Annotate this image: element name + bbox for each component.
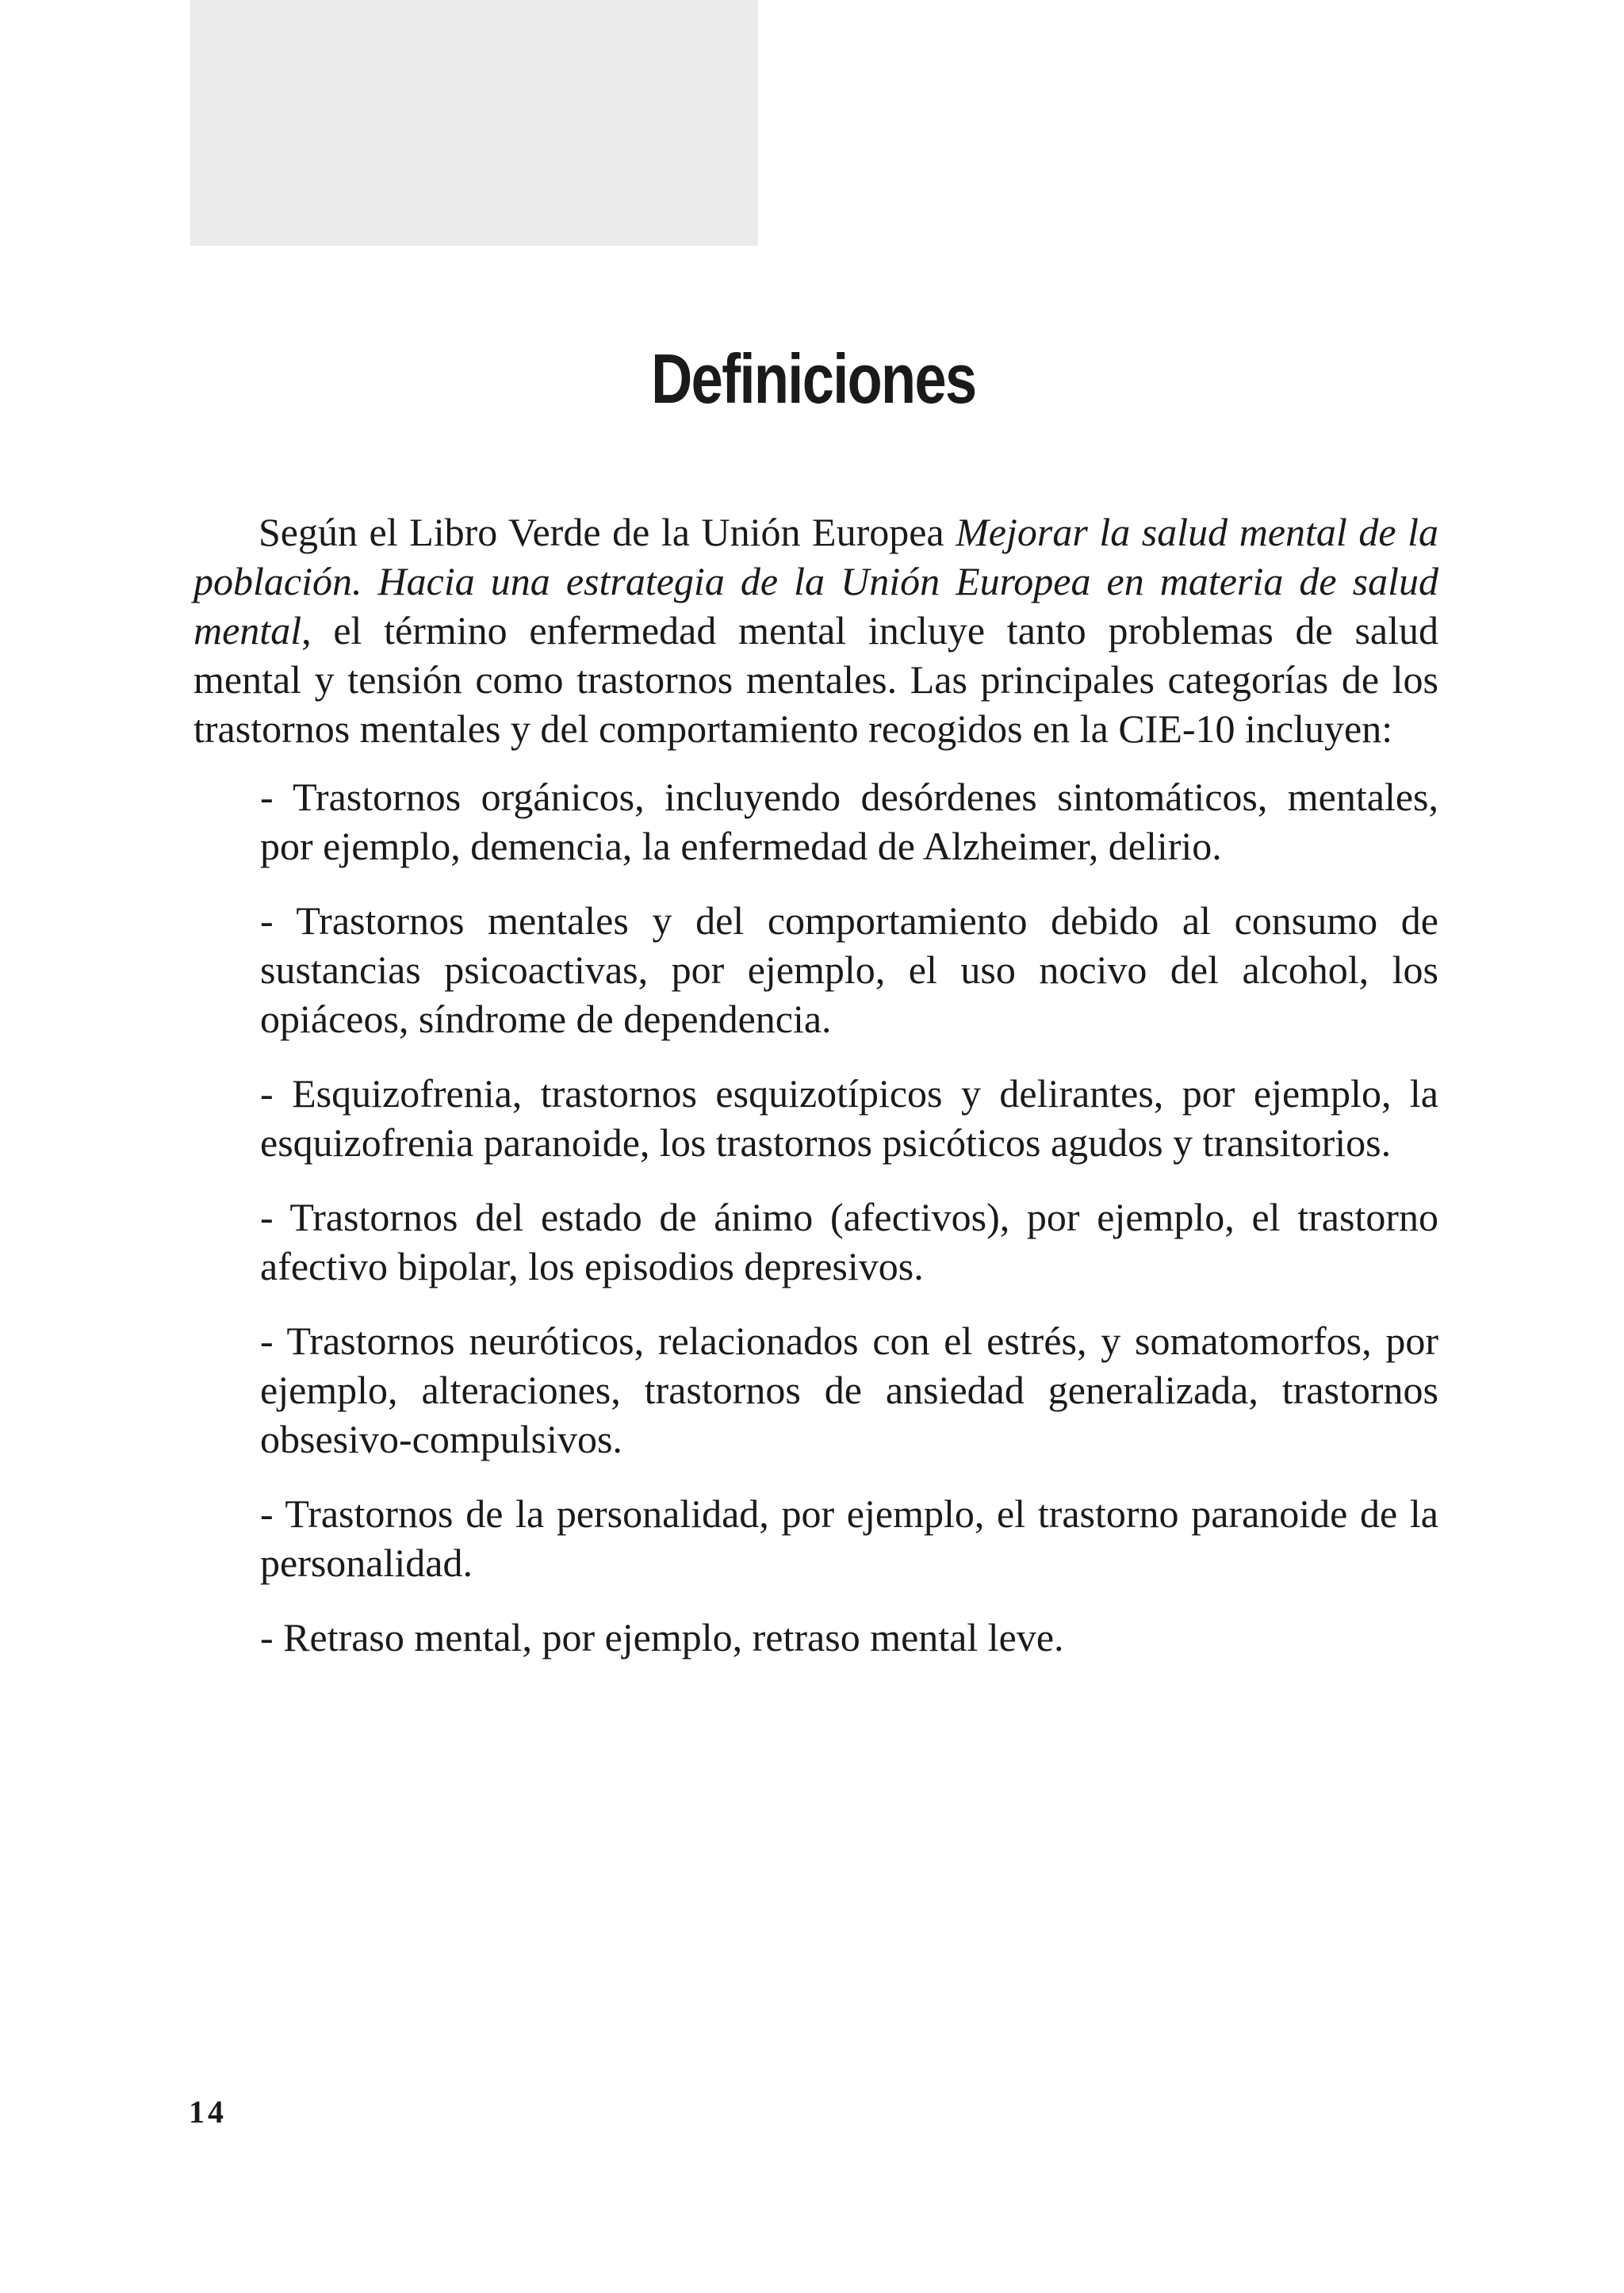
page-number: 14 bbox=[189, 2094, 227, 2130]
header-decoration-block bbox=[190, 0, 758, 246]
document-body bbox=[193, 507, 1438, 1687]
page-title: Definiciones bbox=[651, 339, 976, 418]
category-item-organic: - Trastornos orgánicos, incluyendo desórdenes sintomáticos, mentales, por ejemplo, demencia, la enfermedad de Alzheimer, delirio. bbox=[260, 775, 1438, 868]
intro-paragraph bbox=[193, 507, 1438, 753]
category-item-substances: - Trastornos mentales y del comportamiento debido al consumo de sustancias psicoactivas, por ejemplo, el uso nocivo del alcohol, los opiáceos, síndrome de dependencia. bbox=[260, 898, 1438, 1041]
category-list bbox=[193, 772, 1438, 1662]
category-item-schizophrenia: - Esquizofrenia, trastornos esquizotípicos y delirantes, por ejemplo, la esquizofrenia paranoide, los trastornos psicóticos agudos y transitorios. bbox=[260, 1071, 1438, 1165]
book-title: Mejorar la salud mental de la población. Hacia una estrategia de la Unión Europea en materia de salud mental bbox=[193, 510, 1438, 653]
category-item-mood: - Trastornos del estado de ánimo (afectivos), por ejemplo, el trastorno afectivo bipolar, los episodios depresivos. bbox=[260, 1195, 1438, 1288]
intro-lead: Según el Libro Verde de la Unión Europea bbox=[259, 510, 956, 554]
category-item-neurotic: - Trastornos neuróticos, relacionados con el estrés, y somatomorfos, por ejemplo, alteraciones, trastornos de ansiedad generalizada, trastornos obsesivo-compulsivos. bbox=[260, 1319, 1438, 1461]
intro-rest: , el término enfermedad mental incluye tanto problemas de salud mental y tensión como trastornos mentales. Las principales categorías de los trastornos mentales y del comportamiento recogidos en la CIE-10 incluyen: bbox=[193, 608, 1438, 751]
category-item-retardation: - Retraso mental, por ejemplo, retraso mental leve. bbox=[260, 1615, 1064, 1659]
category-item-personality: - Trastornos de la personalidad, por ejemplo, el trastorno paranoide de la personalidad. bbox=[260, 1491, 1438, 1585]
